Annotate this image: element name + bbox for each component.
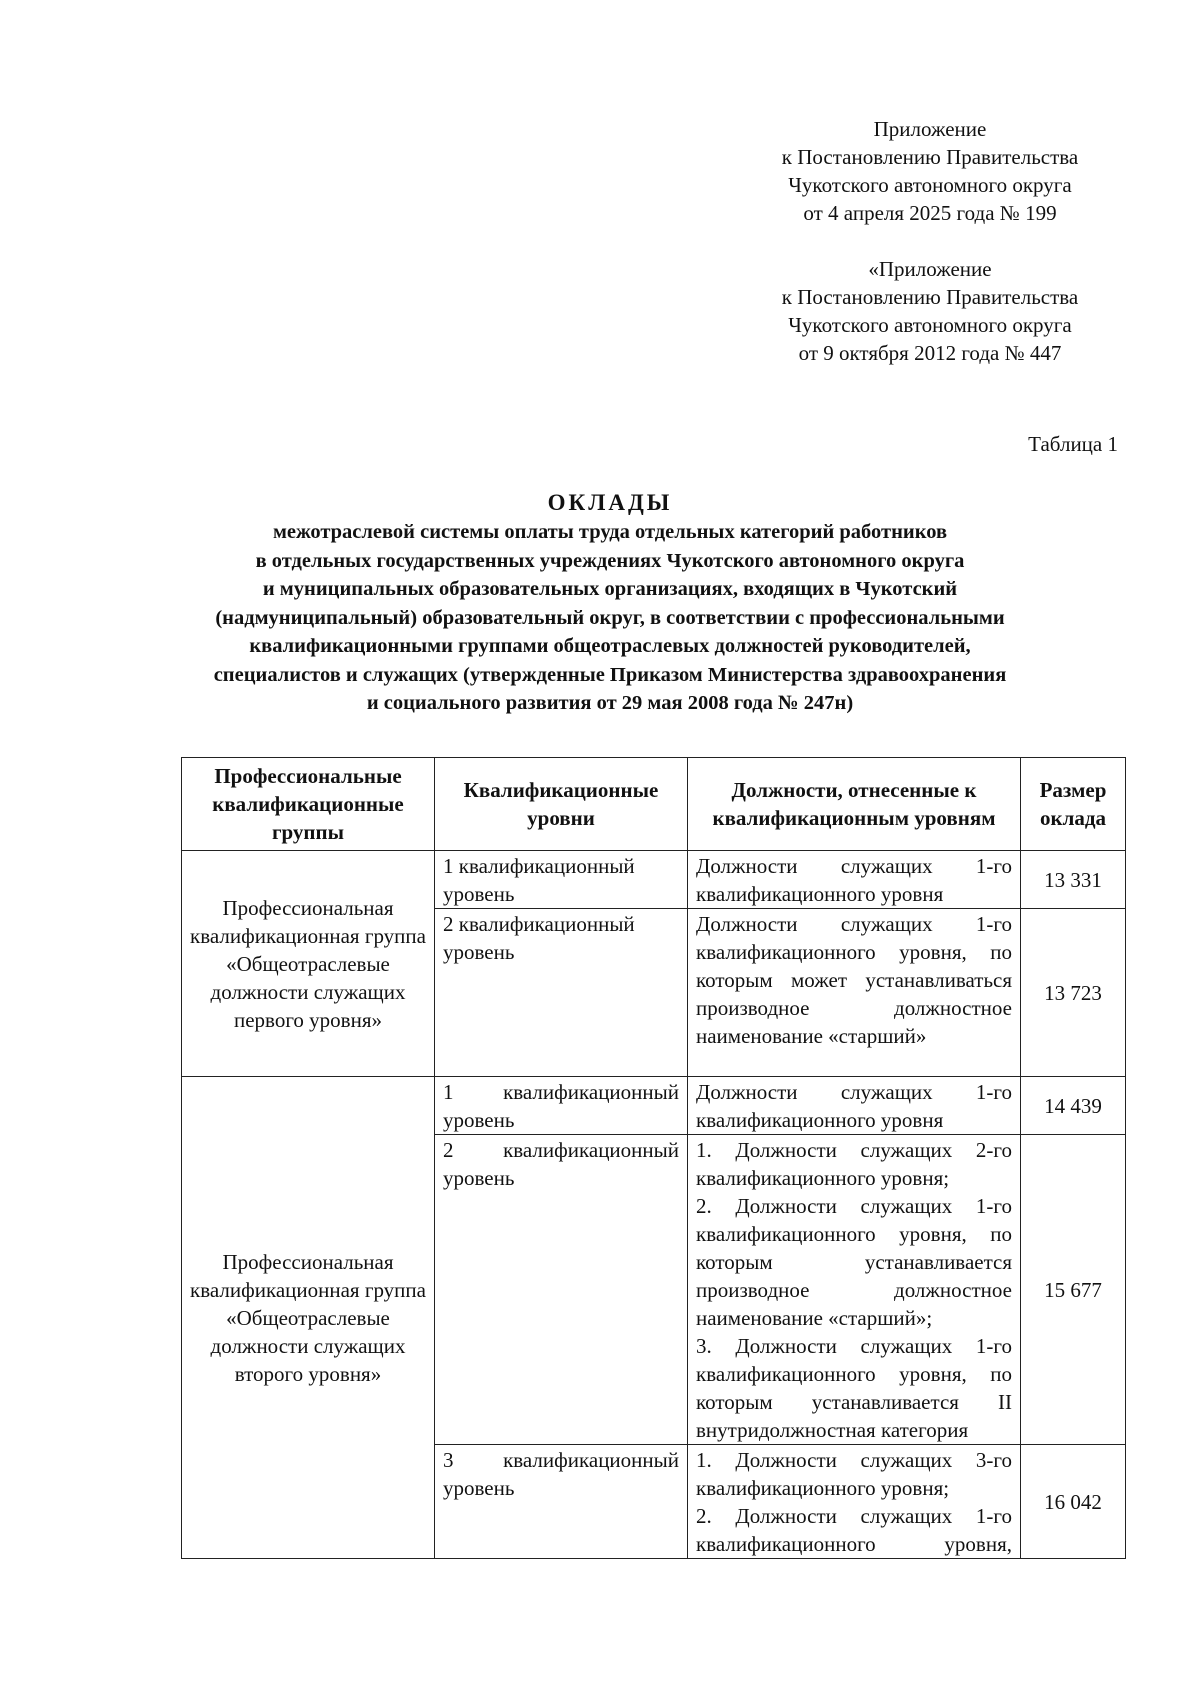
group-cell: Профессиональная квалификационная группа «Общеотраслевые должности служащих второго уровня» <box>182 1077 435 1559</box>
appendix-line: от 9 октября 2012 года № 447 <box>798 341 1062 365</box>
appendix-line: Приложение <box>873 117 987 141</box>
group-cell: Профессиональная квалификационная группа «Общеотраслевые должности служащих первого уровня» <box>182 851 435 1077</box>
positions-cell: Должности служащих 1-го квалификационного уровня <box>688 851 1021 909</box>
salary-cell: 16 042 <box>1021 1445 1126 1559</box>
position-item: 1. Должности служащих 2-го квалификационного уровня; <box>696 1138 1012 1190</box>
position-item: 1. Должности служащих 3-го квалификационного уровня; <box>696 1448 1012 1500</box>
header-group: Профессиональные квалификационные группы <box>182 758 435 851</box>
salary-cell: 13 723 <box>1021 909 1126 1077</box>
positions-cell: Должности служащих 1-го квалификационного уровня <box>688 1077 1021 1135</box>
subtitle-line: и муниципальных образовательных организациях, входящих в Чукотский <box>262 578 958 600</box>
document-title-block <box>150 488 1070 718</box>
header-positions: Должности, отнесенные к квалификационным уровням <box>688 758 1021 851</box>
table-header-row <box>182 758 1126 851</box>
appendix-line: от 4 апреля 2025 года № 199 <box>803 201 1057 225</box>
subtitle-line: квалификационными группами общеотраслевых должностей руководителей, <box>249 635 971 657</box>
positions-cell <box>688 1445 1021 1559</box>
subtitle-line: в отдельных государственных учреждениях Чукотского автономного округа <box>255 549 965 572</box>
level-cell: 3 квалификационный уровень <box>435 1445 688 1559</box>
level-cell: 1 квалификационный уровень <box>435 1077 688 1135</box>
header-level: Квалификационные уровни <box>435 758 688 851</box>
appendix-line: к Постановлению Правительства <box>781 145 1079 169</box>
positions-cell: Должности служащих 1-го квалификационного уровня, по которым может устанавливаться производное должностное наименование «старший» <box>688 909 1021 1077</box>
appendix-line: Чукотского автономного округа <box>788 313 1072 337</box>
salary-table <box>181 757 1126 1559</box>
salary-cell: 13 331 <box>1021 851 1126 909</box>
position-item: 2. Должности служащих 1-го квалификационного уровня, по которым устанавливается производное должностное наименование «старший»; <box>696 1194 1012 1330</box>
position-item: 2. Должности служащих 1-го квалификационного уровня, <box>696 1504 1012 1556</box>
level-cell: 2 квалификационный уровень <box>435 1135 688 1445</box>
subtitle-line: и социального развития от 29 мая 2008 года № 247н) <box>366 692 854 714</box>
appendix-header-current <box>730 115 1130 227</box>
document-title: ОКЛАДЫ <box>547 490 673 515</box>
table-row <box>182 1077 1126 1135</box>
subtitle-line: межотраслевой системы оплаты труда отдельных категорий работников <box>272 521 948 543</box>
salary-cell: 15 677 <box>1021 1135 1126 1445</box>
appendix-line: к Постановлению Правительства <box>781 285 1079 309</box>
subtitle-line: (надмуниципальный) образовательный округ, в соответствии с профессиональными <box>215 606 1005 629</box>
positions-cell <box>688 1135 1021 1445</box>
salary-cell: 14 439 <box>1021 1077 1126 1135</box>
position-item: 3. Должности служащих 1-го квалификационного уровня, по которым устанавливается II внутридолжностная категория <box>696 1334 1012 1442</box>
subtitle-line: специалистов и служащих (утвержденные Приказом Министерства здравоохранения <box>213 663 1007 686</box>
appendix-header-original <box>730 255 1130 367</box>
table-row <box>182 851 1126 909</box>
appendix-line: Чукотского автономного округа <box>788 173 1072 197</box>
header-salary: Размер оклада <box>1021 758 1126 851</box>
level-cell: 1 квалификационный уровень <box>435 851 688 909</box>
table-label: Таблица 1 <box>1028 432 1118 456</box>
level-cell: 2 квалификационный уровень <box>435 909 688 1077</box>
appendix-line: «Приложение <box>868 257 992 281</box>
